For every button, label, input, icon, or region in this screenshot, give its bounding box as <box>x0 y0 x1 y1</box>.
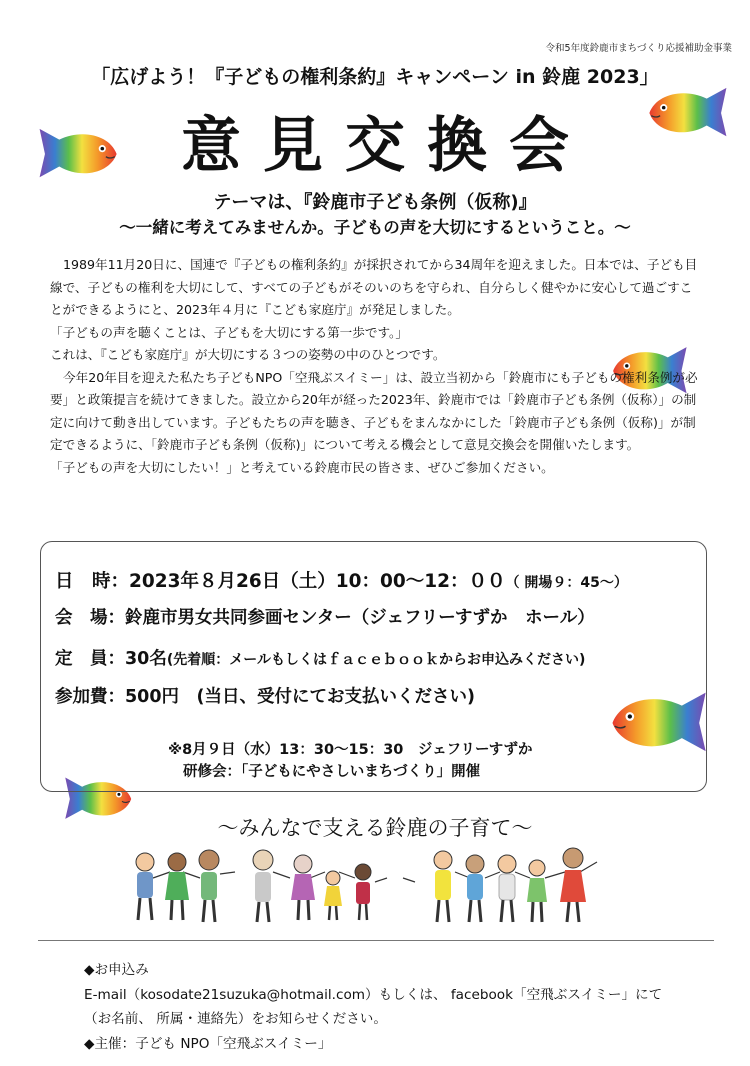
event-venue-row <box>55 604 595 629</box>
intro-quote: 「子どもの声を聴くことは、子どもを大切にする第一歩です。」 <box>50 324 408 340</box>
intro-paragraph: 1989年11月20日に、国連で『子どもの権利条約』が採択されてから34周年を迎えました。日本では、子ども目線で、子どもの権利を大切にして、すべての子どもがそのいのちを守られ、自分らしく健やかに安心して過ごすことができるようにと、2023年４月に『こども家庭庁』が発足しました。 <box>50 257 698 317</box>
event-capacity-row <box>55 645 585 670</box>
campaign-title: 「広げよう！『子どもの権利条約』キャンペーン in 鈴鹿 2023」 <box>91 66 659 88</box>
workshop-date: ※8月９日（水）13：30～15：30 ジェフリーすずか <box>168 742 533 758</box>
venue-label: 会 場： <box>55 608 125 628</box>
rainbow-fish-icon <box>36 126 122 182</box>
organizer: ◆主催：子ども NPO「空飛ぶスイミー」 <box>84 1035 332 1052</box>
apply-instructions: （お名前、 所属・連絡先）をお知らせください。 <box>84 1011 387 1027</box>
workshop-title: 研修会：「子どもにやさしいまちづくり」開催 <box>183 764 481 780</box>
grant-note: 令和5年度鈴鹿市まちづくり応援補助金事業 <box>545 43 732 54</box>
event-date-row <box>55 567 628 593</box>
intro-paragraph: これは、『こども家庭庁』が大切にする３つの姿勢の中のひとつです。 <box>50 347 446 362</box>
theme-subheading: ～一緒に考えてみませんか。子どもの声を大切にするということ。～ <box>119 218 631 237</box>
apply-heading: ◆お申込み <box>84 962 149 978</box>
rainbow-fish-icon <box>644 86 730 140</box>
footer <box>84 958 662 1056</box>
slogan: ～みんなで支える鈴鹿の子育て～ <box>217 816 533 840</box>
intro-paragraph: 今年20年目を迎えた私たち子どもNPO「空飛ぶスイミー」は、設立当初から「鈴鹿市にも子どもの権利条例が必要」と政策提言を続けてきました。設立から20年が経った2023年、鈴鹿市では「鈴鹿市子ども条例（仮称）」の制定に向けて動き出しています。子どもたちの声を聴き、子どもをまんなかにした「鈴鹿市子ども条例（仮称)」が制定できるように、「鈴鹿市子ども条例（仮称)」について考える機会として意見交換会を開催いたします。 <box>50 369 698 452</box>
capacity-value: 30名 <box>125 649 167 669</box>
capacity-label: 定 員： <box>55 649 125 669</box>
theme-heading: テーマは、『鈴鹿市子ども条例（仮称)』 <box>213 192 537 213</box>
date-label: 日 時： <box>55 571 130 592</box>
venue-value: 鈴鹿市男女共同参画センター（ジェフリーすずか ホール） <box>125 608 595 628</box>
doors-open: （ 開場９：45～） <box>505 575 628 591</box>
fee-label: 参加費： <box>55 687 125 707</box>
children-illustration <box>125 842 635 926</box>
divider <box>38 940 714 941</box>
apply-contact: E-mail（kosodate21suzuka@hotmail.com）もしくは、 facebook「空飛ぶスイミー」にて <box>84 986 663 1003</box>
date-value: 2023年８月26日（土）10：00～12：００ <box>129 571 506 592</box>
intro-text <box>50 254 702 479</box>
intro-invitation: 「子どもの声を大切にしたい！」と考えている鈴鹿市民の皆さま、ぜひご参加ください。 <box>50 459 554 475</box>
capacity-note: (先着順：メールもしくはｆａｃｅｂｏｏｋからお申込みください) <box>166 652 586 668</box>
page-title: 意見交換会 <box>181 111 591 181</box>
fee-value: 500円 (当日、受付にてお支払いください) <box>125 687 476 707</box>
event-fee-row <box>55 683 475 708</box>
